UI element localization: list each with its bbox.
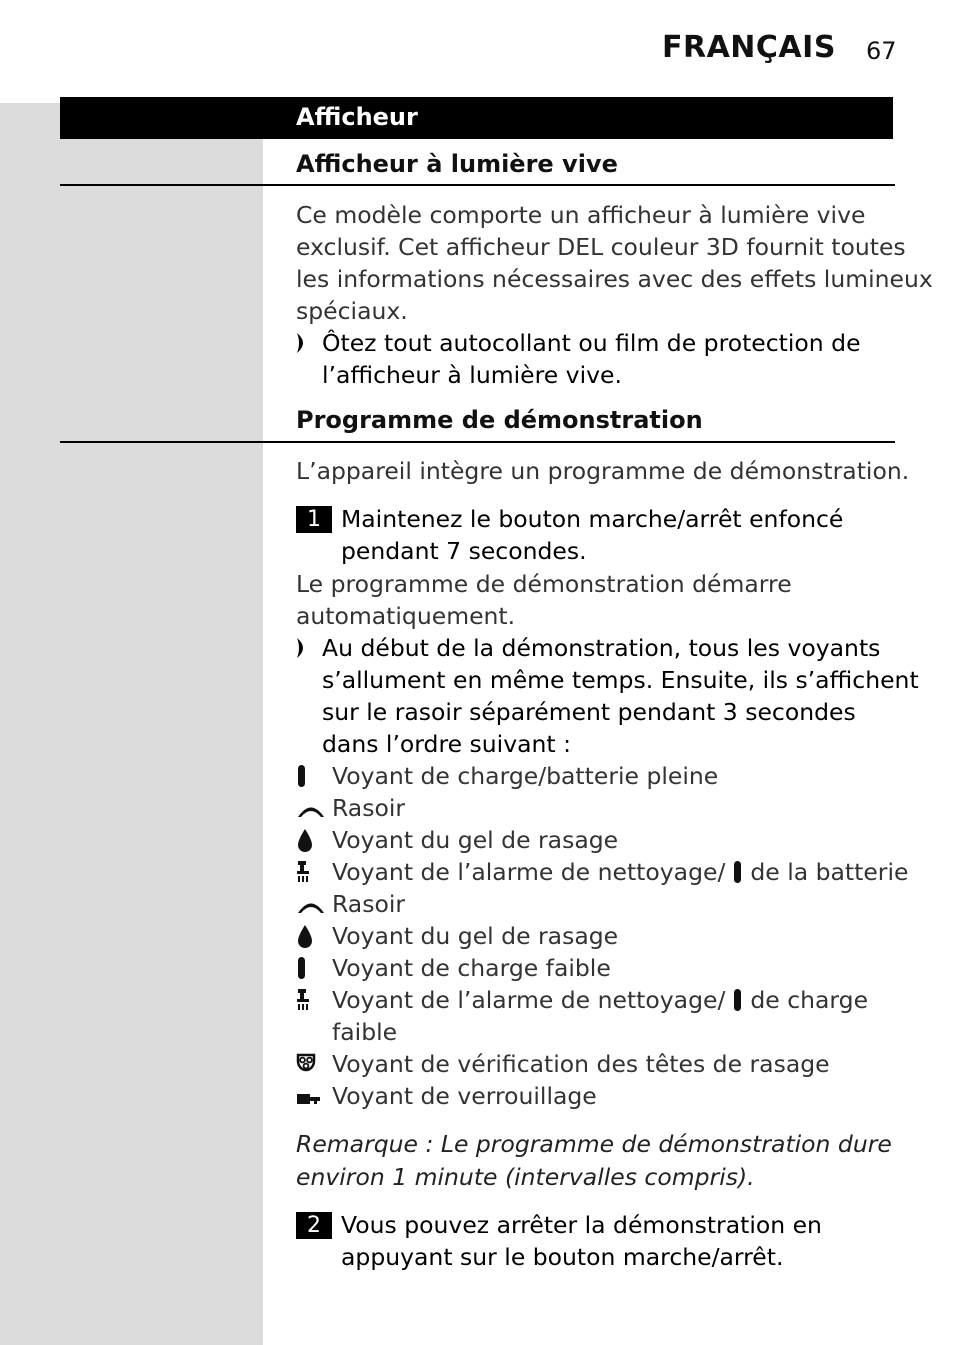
indicator-text	[332, 856, 908, 888]
indicator-text-part: Voyant de l’alarme de nettoyage/	[332, 986, 726, 1014]
heading-rule	[60, 441, 895, 443]
paragraph-line: spéciaux.	[296, 297, 408, 325]
indicator-item	[296, 952, 896, 984]
indicator-text: Voyant du gel de rasage	[332, 826, 619, 854]
step-line: pendant 7 secondes.	[341, 537, 587, 565]
bullet-arrow-icon	[296, 332, 310, 354]
indicator-item	[296, 856, 909, 888]
indicator-continuation	[296, 1016, 896, 1048]
paragraph-line: Le programme de démonstration démarre	[296, 570, 792, 598]
bullet-line: Au début de la démonstration, tous les voyants	[322, 634, 881, 662]
indicator-text: Rasoir	[332, 794, 406, 822]
paragraph-line: exclusif. Cet afficheur DEL couleur 3D fournit toutes	[296, 233, 906, 261]
battery-icon	[296, 764, 328, 790]
note-line: environ 1 minute (intervalles compris).	[296, 1163, 755, 1191]
indicator-text-part: de la batterie	[750, 858, 909, 886]
indicator-text-part: de charge	[750, 986, 869, 1014]
heading-rule	[60, 184, 895, 186]
indicator-text: Voyant de charge/batterie pleine	[332, 762, 719, 790]
indicator-item	[296, 1048, 896, 1080]
indicator-text: Voyant de vérification des têtes de rasage	[332, 1050, 830, 1078]
gel-drop-icon	[296, 828, 328, 854]
shaver-icon	[296, 892, 328, 918]
shaver-icon	[296, 796, 328, 822]
bullet-line: sur le rasoir séparément pendant 3 secondes	[322, 698, 856, 726]
step-line: Vous pouvez arrêter la démonstration en	[341, 1211, 822, 1239]
step-line: Maintenez le bouton marche/arrêt enfoncé	[341, 505, 844, 533]
section-bar	[60, 97, 893, 139]
battery-icon	[296, 956, 328, 982]
indicator-text: faible	[332, 1018, 398, 1046]
indicator-text-part: Voyant de l’alarme de nettoyage/	[332, 858, 726, 886]
indicator-item	[296, 792, 896, 824]
indicator-text	[332, 984, 868, 1016]
bullet-arrow-icon	[296, 637, 310, 659]
battery-icon	[733, 989, 743, 1011]
paragraph-line: Ce modèle comporte un afficheur à lumière vive	[296, 201, 866, 229]
indicator-text: Voyant du gel de rasage	[332, 922, 619, 950]
section-title: Afficheur	[296, 103, 418, 131]
demo-intro: L’appareil intègre un programme de démonstration.	[296, 457, 910, 485]
subsection-heading-demo: Programme de démonstration	[296, 406, 703, 434]
paragraph-line: les informations nécessaires avec des effets lumineux	[296, 265, 933, 293]
paragraph-line: automatiquement.	[296, 602, 516, 630]
subsection-heading-display: Afficheur à lumière vive	[296, 150, 618, 178]
indicator-item	[296, 1080, 896, 1112]
bullet-line: l’afficheur à lumière vive.	[322, 361, 622, 389]
step-line: appuyant sur le bouton marche/arrêt.	[341, 1243, 784, 1271]
step-number-badge: 2	[296, 1212, 332, 1239]
step-number-badge: 1	[296, 506, 332, 533]
indicator-text: Voyant de verrouillage	[332, 1082, 597, 1110]
margin-column	[0, 103, 263, 1345]
cleaning-tap-icon	[296, 860, 328, 886]
page-language-header: FRANÇAIS	[662, 30, 836, 65]
note-line: Remarque : Le programme de démonstration dure	[296, 1130, 892, 1158]
indicator-item	[296, 920, 896, 952]
battery-icon	[733, 861, 743, 883]
indicator-item	[296, 760, 896, 792]
page-number: 67	[866, 37, 897, 65]
bullet-line: s’allument en même temps. Ensuite, ils s’affichent	[322, 666, 919, 694]
indicator-item	[296, 824, 896, 856]
bullet-line: dans l’ordre suivant :	[322, 730, 572, 758]
bullet-line: Ôtez tout autocollant ou film de protection de	[322, 329, 861, 357]
lock-key-icon	[296, 1084, 328, 1110]
cleaning-tap-icon	[296, 988, 328, 1014]
indicator-text: Voyant de charge faible	[332, 954, 611, 982]
gel-drop-icon	[296, 924, 328, 950]
indicator-item	[296, 984, 896, 1016]
shaving-heads-icon	[296, 1052, 328, 1078]
indicator-item	[296, 888, 896, 920]
indicator-text: Rasoir	[332, 890, 406, 918]
